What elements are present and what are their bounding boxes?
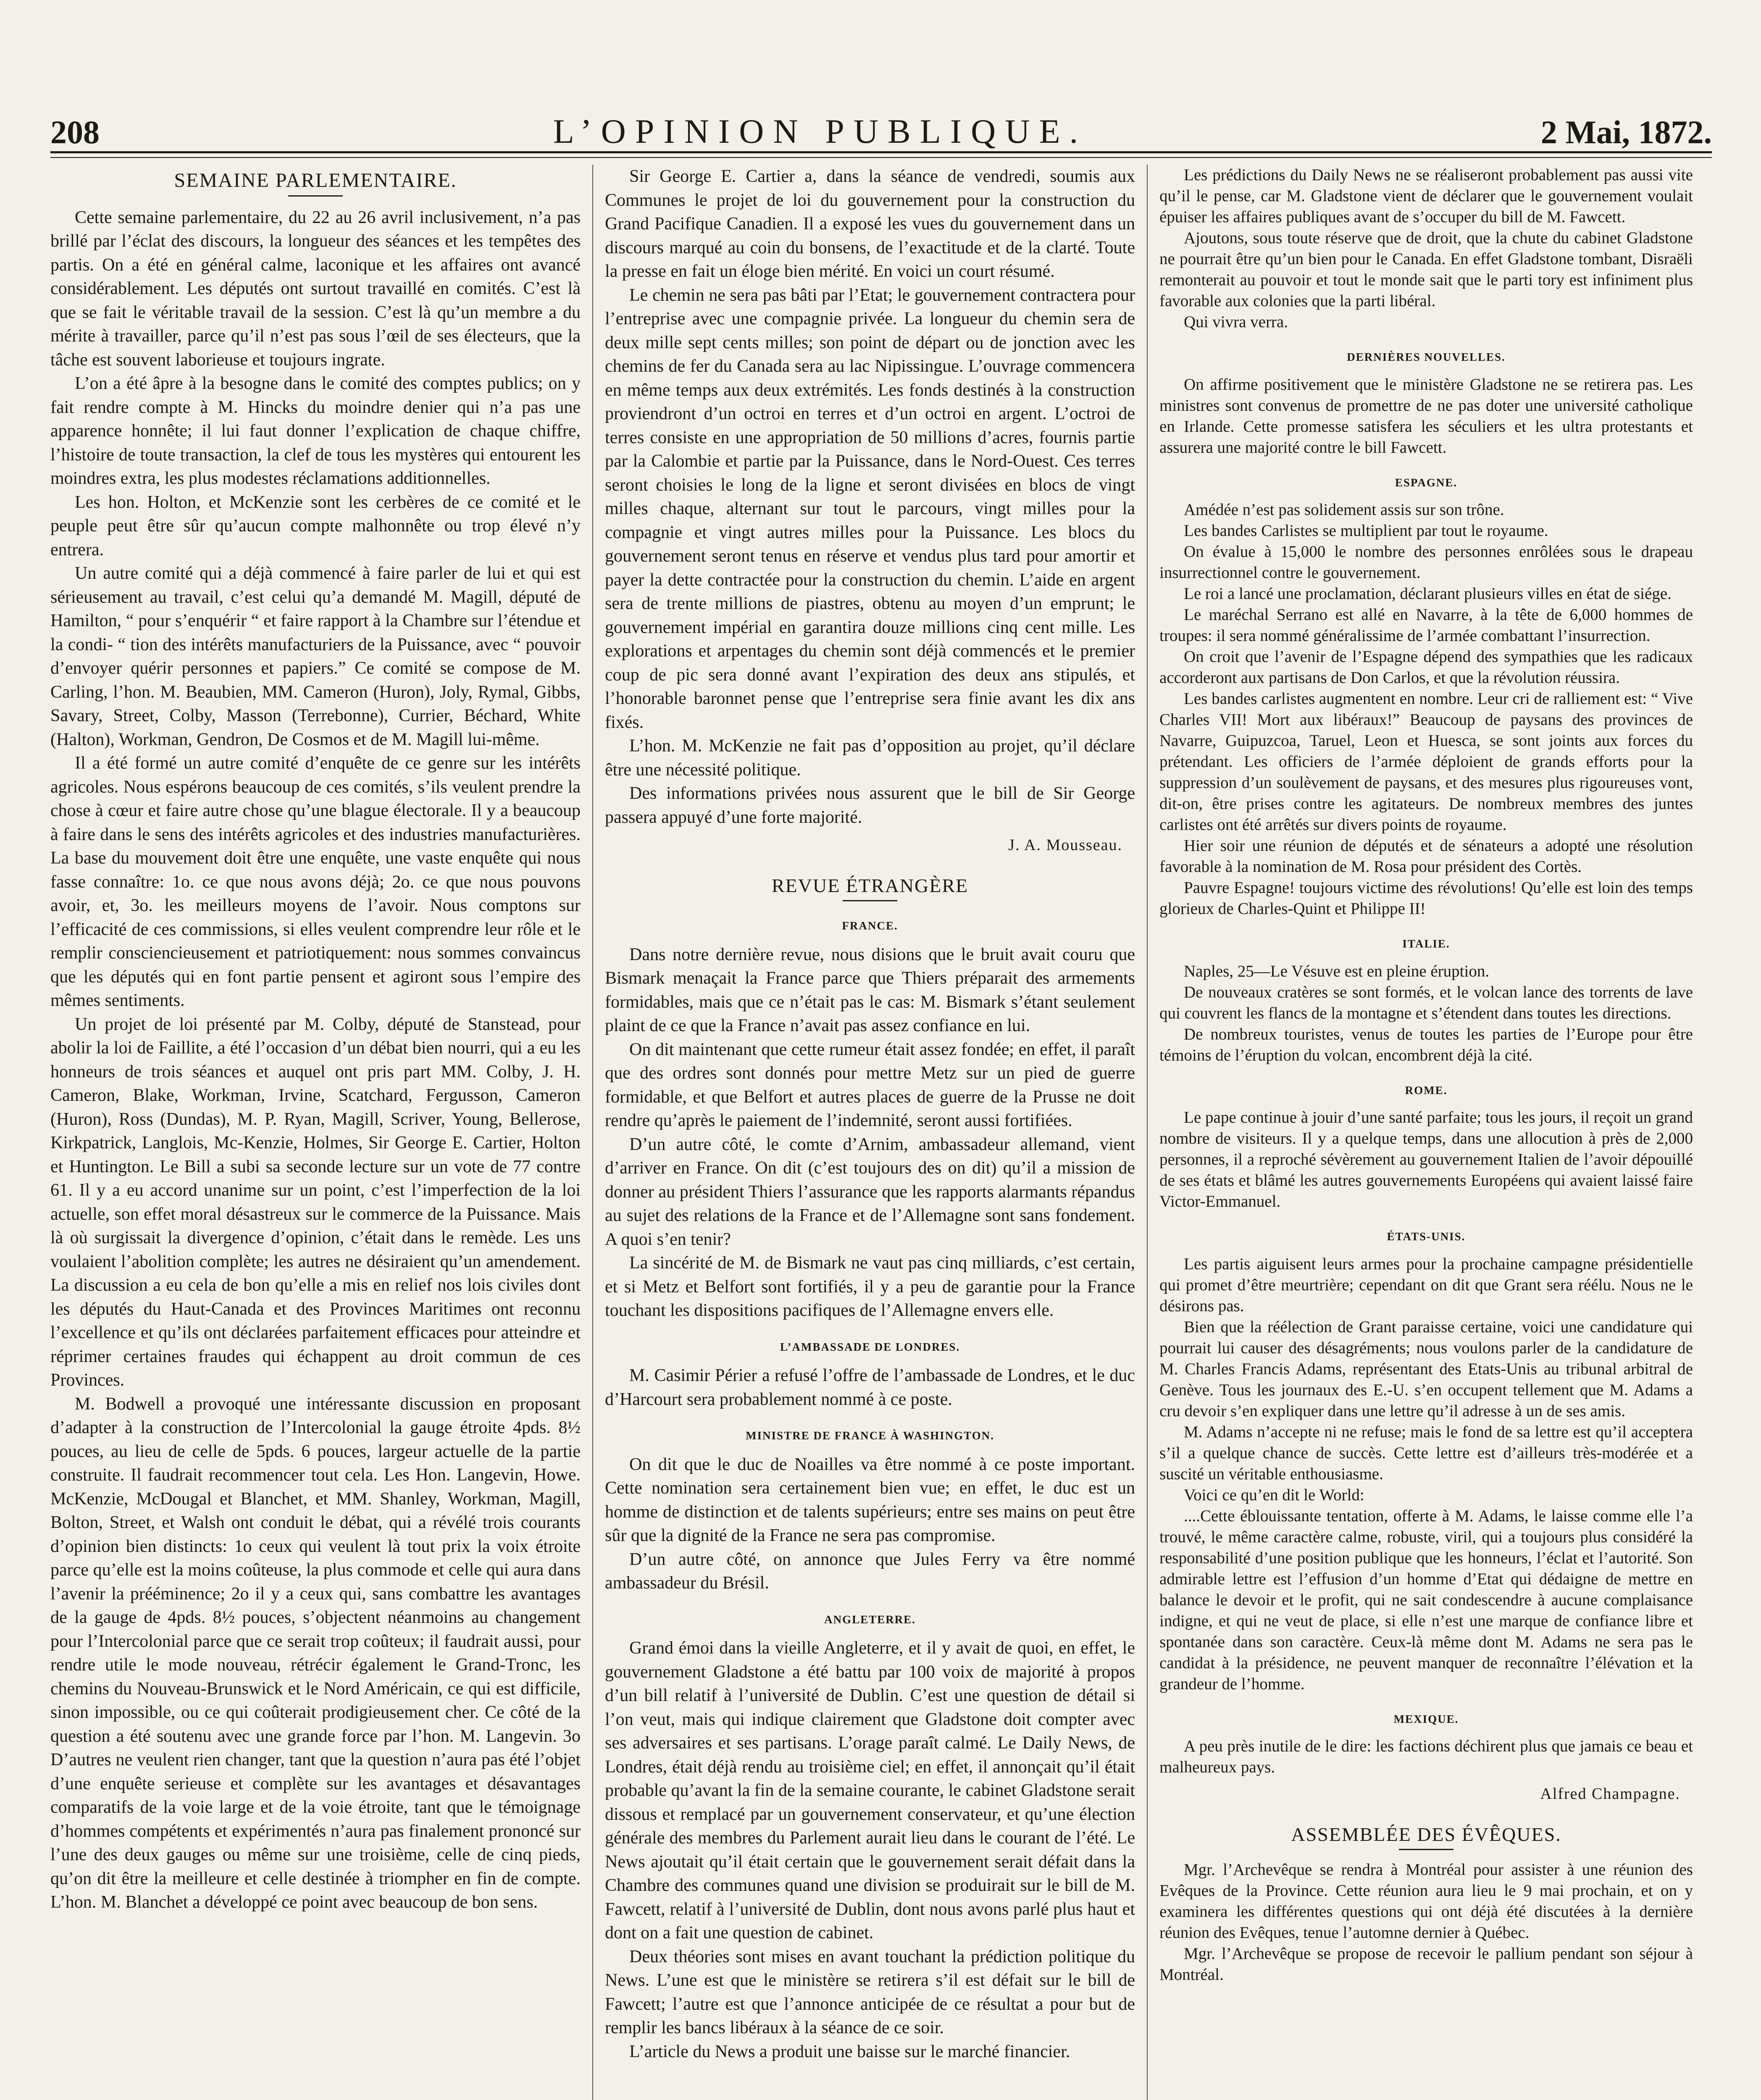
column-divider <box>592 165 593 2100</box>
article-paragraph: Amédée n’est pas solidement assis sur son trône. <box>1184 501 1504 519</box>
article-paragraph: Voici ce qu’en dit le World: <box>1184 1486 1364 1504</box>
article-paragraph: A peu près inutile de le dire: les factions déchirent plus que jamais ce beau et malheureux pays. <box>1159 1737 1693 1776</box>
article-paragraph: De nombreux touristes, venus de toutes les parties de l’Europe pour être témoins de l’éruption du volcan, encombrent déjà la cité. <box>1159 1025 1693 1064</box>
masthead <box>50 105 1712 153</box>
subheading-espagne: ESPAGNE. <box>1395 476 1458 489</box>
article-paragraph: Grand émoi dans la vieille Angleterre, et il y avait de quoi, en effet, le gouvernement Gladstone a été battu par 100 voix de majorité à propos d’un bill relatif à l’université de Dublin. C’est une question de détail si l’on veut, mais qui indique clairement que Gladstone doit compter avec ses adversaires et ses partisans. L’orage paraît calmé. Le Daily News, de Londres, était déjà rendu au troisième ciel; en effet, il annonçait qu’il était probable qu’avant la fin de la semaine courante, le cabinet Gladstone serait dissous et remplacé par un gouvernement conservateur, et qu’une élection générale des membres du Parlement aurait lieu dans le courant de l’été. Le News ajoutait qu’il était certain que le gouvernement serait défait dans la Chambre des communes quand une division se produirait sur le bill de M. Fawcett, relatif à l’université de Dublin, dont nous avons parlé plus haut et dont on a fait une question de cabinet. <box>605 1638 1135 1942</box>
subheading-nouvelles: DERNIÈRES NOUVELLES. <box>1347 351 1506 363</box>
article-paragraph: On affirme positivement que le ministère Gladstone ne se retirera pas. Les ministres sont convenus de promettre de ne pas doter une université catholique en Irlande. Cette promesse satisfera les séculiers et les ultra protestants et assurera une majorité contre le bill Fawcett. <box>1159 375 1693 457</box>
article-paragraph: Les partis aiguisent leurs armes pour la prochaine campagne présidentielle qui promet d’être meurtrière; cependant on dit que Grant sera réélu. Nous ne le désirons pas. <box>1159 1255 1693 1315</box>
article-paragraph: De nouveaux cratères se sont formés, et le volcan lance des torrents de lave qui couvrent les flancs de la montagne et s’étendent dans toutes les directions. <box>1159 983 1693 1022</box>
article-paragraph: Cette semaine parlementaire, du 22 au 26 avril inclusivement, n’a pas brillé par l’éclat des discours, la longueur des séances et les tempêtes des partis. On a été en général calme, laconique et les affaires ont avancé considérablement. Les députés ont surtout travaillé en comités. C’est là que se fait le véritable travail de la session. C’est là qu’un membre a du mérite à travailler, parce qu’il n’est pas sous l’œil de ses électeurs, que la tâche est souvent laborieuse et toujours ingrate. <box>50 207 581 370</box>
page-number: 208 <box>50 114 100 150</box>
article-paragraph: Mgr. l’Archevêque se rendra à Montréal pour assister à une réunion des Evêques de la Province. Cette réunion aura lieu le 9 mai prochain, et on y examinera les différentes questions qui ont déjà été discutées à la dernière réunion des Evêques, tenue l’automne dernier à Québec. <box>1159 1861 1693 1942</box>
heading-rule <box>288 195 343 197</box>
article-paragraph: M. Adams n’accepte ni ne refuse; mais le fond de sa lettre est qu’il acceptera s’il a quelque chance de succès. Cette lettre est d’ailleurs très-modérée et a suscité un véritable enthousiasme. <box>1159 1423 1693 1483</box>
newspaper-title: L’OPINION PUBLIQUE. <box>553 112 1088 150</box>
subheading-ministre: MINISTRE DE FRANCE À WASHINGTON. <box>746 1429 994 1442</box>
section-heading-semaine: SEMAINE PARLEMENTAIRE. <box>174 169 457 192</box>
section-heading-assemblee: ASSEMBLÉE DES ÉVÊQUES. <box>1291 1823 1561 1845</box>
article-paragraph: Des informations privées nous assurent que le bill de Sir George passera appuyé d’une forte majorité. <box>605 784 1135 827</box>
article-paragraph: On dit que le duc de Noailles va être nommé à ce poste important. Cette nomination sera certainement bien vue; en effet, le duc est un homme de distinction et de talents supérieurs; entre ses mains on peut être sûr que la dignité de la France ne sera pas compromise. <box>605 1454 1135 1545</box>
subheading-france: FRANCE. <box>842 919 898 932</box>
article-paragraph: Le maréchal Serrano est allé en Navarre, à la tête de 6,000 hommes de troupes: il sera nommé généralissime de l’armée combattant l’insurrection. <box>1159 606 1693 645</box>
subheading-rome: ROME. <box>1405 1084 1448 1097</box>
article-paragraph: Un autre comité qui a déjà commencé à faire parler de lui et qui est sérieusement au travail, c’est celui qu’a demandé M. Magill, député de Hamilton, “ pour s’enquérir “ et faire rapport à la Chambre sur l’étendue et la condi- “ tion des intérêts manufacturiers de la Puissance, avec “ pouvoir d’envoyer quérir personnes et papiers.” Ce comité se compose de M. Carling, l’hon. M. Beaubien, MM. Cameron (Huron), Joly, Rymal, Gibbs, Savary, Street, Colby, Masson (Terrebonne), Currier, Béchard, White (Halton), Workman, Gendron, De Cosmos et de M. Magill lui-même. <box>50 564 581 749</box>
article-paragraph: Pauvre Espagne! toujours victime des révolutions! Qu’elle est loin des temps glorieux de Charles-Quint et Philippe II! <box>1159 879 1693 918</box>
author-signature: J. A. Mousseau. <box>1008 836 1122 854</box>
column-1 <box>50 165 581 2100</box>
article-paragraph: Bien que la réélection de Grant paraisse certaine, voici une candidature qui pourrait lui causer des désagréments; nous voulons parler de la candidature de M. Charles Francis Adams, représentant des Etats-Unis au tribunal arbitral de Genève. Tous les journaux des E.-U. s’en occupent tellement que M. Adams a cru devoir s’en expliquer dans une lettre qu’il adresse à un de ses amis. <box>1159 1318 1693 1420</box>
article-paragraph: Hier soir une réunion de députés et de sénateurs a adopté une résolution favorable à la nomination de M. Rosa pour président des Cortès. <box>1159 837 1693 876</box>
subheading-italie: ITALIE. <box>1402 937 1450 950</box>
subheading-ambassade: L’AMBASSADE DE LONDRES. <box>780 1340 960 1353</box>
issue-date: 2 Mai, 1872. <box>1540 114 1712 150</box>
article-paragraph: Le pape continue à jouir d’une santé parfaite; tous les jours, il reçoit un grand nombre de visiteurs. Il y a quelque temps, dans une allocution à près de 2,000 personnes, il a reproché sévèrement au gouvernement Italien de l’avoir dépouillé de ses états et blâmé les autres gouvernements Européens qui avaient laissé faire Victor-Emmanuel. <box>1159 1108 1693 1210</box>
article-paragraph: D’un autre côté, le comte d’Arnim, ambassadeur allemand, vient d’arriver en France. On dit (c’est toujours des on dit) qu’il a mission de donner au président Thiers l’assurance que les rapports alarmants répandus au sujet des relations de la France et de l’Allemagne sont sans fondement. A quoi s’en tenir? <box>605 1134 1135 1249</box>
article-paragraph: D’un autre côté, on annonce que Jules Ferry va être nommé ambassadeur du Brésil. <box>605 1549 1135 1593</box>
article-paragraph: On croit que l’avenir de l’Espagne dépend des sympathies que les radicaux accorderont aux partisans de Don Carlos, et que la révolution réussira. <box>1159 648 1693 687</box>
article-paragraph: Il a été formé un autre comité d’enquête de ce genre sur les intérêts agricoles. Nous espérons beaucoup de ces comités, s’ils veulent prendre la chose à cœur et faire autre chose qu’une blague électorale. Il y a beaucoup à faire dans le sens des intérêts agricoles et des industries manufacturières. La base du mouvement doit être une enquête, une vaste enquête qui nous fasse connaître: 1o. ce que nous avons déjà; 2o. ce que nous pouvons avoir, et, 3o. les meilleurs moyens de l’avoir. Nous comptons sur l’efficacité de ces commissions, si elles veulent comprendre leur rôle et le remplir consciencieusement et patriotiquement: nous sommes convaincus que les députés qui en font partie pensent et agiront sous l’empire des mêmes sentiments. <box>50 753 581 1010</box>
article-paragraph: Les prédictions du Daily News ne se réaliseront probablement pas aussi vite qu’il le pense, car M. Gladstone vient de déclarer que le gouvernement voulait épuiser les affaires publiques avant de s’occuper du bill de M. Fawcett. <box>1159 166 1693 226</box>
article-paragraph: Deux théories sont mises en avant touchant la prédiction politique du News. L’une est que le ministère se retirera s’il est défait sur le bill de Fawcett; l’autre est que l’annonce anticipée de ce résultat a pour but de remplir les bancs libéraux à la séance de ce soir. <box>605 1947 1135 2037</box>
column-2 <box>605 165 1135 2100</box>
article-paragraph: Les bandes carlistes augmentent en nombre. Leur cri de ralliement est: “ Vive Charles VII! Mort aux libéraux!” Beaucoup de paysans des provinces de Navarre, Guipuzcoa, Taruel, Leon et Huesca, se sont joints aux forces du prétendant. Les officiers de l’armée déploient de grands efforts pour la suppression d’un soulèvement de paysans, et des mesures plus rigoureuses vont, dit-on, être prises contre les agitateurs. De nombreux membres des juntes carlistes ont été arrêtés sur divers points de royaume. <box>1159 690 1693 834</box>
article-paragraph: Le roi a lancé une proclamation, déclarant plusieurs villes en état de siége. <box>1184 585 1672 603</box>
heading-rule <box>843 900 897 901</box>
article-paragraph: On évalue à 15,000 le nombre des personnes enrôlées sous le drapeau insurrectionnel contre le gouvernement. <box>1159 543 1693 582</box>
article-paragraph: Mgr. l’Archevêque se propose de recevoir le pallium pendant son séjour à Montréal. <box>1159 1945 1693 1984</box>
article-paragraph: La sincérité de M. de Bismark ne vaut pas cinq milliards, c’est certain, et si Metz et Belfort sont fortifiés, il y a peu de garantie pour la France touchant les dispositions pacifiques de l’Allemagne envers elle. <box>605 1253 1135 1320</box>
column-3 <box>1159 165 1693 2100</box>
article-paragraph: Ajoutons, sous toute réserve que de droit, que la chute du cabinet Gladstone ne pourrait être qu’un bien pour le Canada. En effet Gladstone tombant, Disraëli remonterait au pouvoir et tout le monde sait que le parti tory est infiniment plus favorable aux colonies que la parti libéral. <box>1159 229 1693 310</box>
masthead-rule <box>50 157 1712 158</box>
world-quotation: ....Cette éblouissante tentation, offerte à M. Adams, le laisse comme elle l’a trouvé, le même caractère calme, robuste, viril, qui a toujours plus considéré la responsabilité d’une position publique que les honneurs, l’éclat et l’autorité. Son admirable lettre est l’effusion d’un homme d’Etat qui dédaigne de mettre en balance le devoir et le profit, qui ne sait condescendre à aucune complaisance indigne, et qui ne veut de place, si elle n’est une marque de confiance libre et spontanée dans son caractère. Ceux-là même dont M. Adams ne sera pas le candidat à la présidence, ne peuvent manquer de reconnaître l’élévation et la grandeur de l’homme. <box>1159 1507 1693 1693</box>
subheading-mexique: MEXIQUE. <box>1393 1712 1459 1725</box>
article-paragraph: M. Bodwell a provoqué une intéressante discussion en proposant d’adapter à la construction de l’Intercolonial la gauge étroite 4pds. 8½ pouces, au lieu de celle de 5pds. 6 pouces, largeur actuelle de la partie construite. Il faudrait recommencer tout cela. Les Hon. Langevin, Howe. McKenzie, McDougal et Blanchet, et MM. Shanley, Workman, Magill, Bolton, Street, et Walsh ont conduit le débat, qui a révélé trois courants d’opinion bien distincts: 1o ceux qui veulent là tout prix la voix étroite parce qu’elle est la moins coûteuse, la plus commode et celle qui aura dans l’avenir la prééminence; 2o il y a ceux qui, sans combattre les avantages de la gauge de 4pds. 8½ pouces, s’objectent néanmoins au changement pour l’Intercolonial parce que ce serait trop coûteux; il faudrait aussi, pour rendre utile le mode nouveau, rétrécir également le Grand-Tronc, les chemins du Nouveau-Brunswick et le Nord Américain, ce qui est difficile, sinon impossible, ou ce qui coûterait prodigieusement cher. Ce côté de la question a été soutenu avec une grande force par l’hon. M. Langevin. 3o D’autres ne veulent rien changer, tant que la question n’aura pas été l’objet d’une enquête serieuse et complète sur les avantages et désavantages comparatifs de la voie large et de la voie étroite, tant que le témoignage d’hommes compétents et expérimentés n’aura pas finalement prononcé sur l’une des deux gauges ou même sur une troisième, celle de cinq pieds, qu’on dit être la meilleure et celle destinée à triompher en fin de compte. L’hon. M. Blanchet a développé ce point avec beaucoup de bon sens. <box>50 1394 581 1912</box>
article-paragraph: Un projet de loi présenté par M. Colby, député de Stanstead, pour abolir la loi de Faillite, a été l’occasion d’un débat bien nourri, qui a eu les honneurs de trois séances et auquel ont pris part MM. Colby, J. H. Cameron, Blake, Workman, Irvine, Scatchard, Fergusson, Cameron (Huron), Ross (Dundas), M. P. Ryan, Magill, Scriver, Young, Bellerose, Kirkpatrick, Langlois, Mc-Kenzie, Holmes, Sir George E. Cartier, Holton et Huntington. Le Bill a subi sa seconde lecture sur un vote de 77 contre 61. Il y a eu accord unanime sur un point, c’est l’imperfection de la loi actuelle, son effet moral désastreux sur le commerce de la Puissance. Mais là où surgissait la divergence d’opinion, c’était dans le remède. Les uns voulaient l’abolition complète; les autres ne désiraient qu’un amendement. La discussion a eu cela de bon qu’elle a mis en relief nos lois civiles dont les députés du Haut-Canada et des Provinces Maritimes ont reconnu l’excellence et qu’ils ont déclarées parfaitement efficaces pour atteindre et réprimer certaines fraudes qui échappent au droit commun de ces Provinces. <box>50 1014 581 1390</box>
subheading-etats-unis: ÉTATS-UNIS. <box>1387 1230 1466 1243</box>
heading-rule <box>1399 1849 1453 1850</box>
article-paragraph: L’hon. M. McKenzie ne fait pas d’opposition au projet, qu’il déclare être une nécessité politique. <box>605 736 1135 780</box>
article-paragraph: Le chemin ne sera pas bâti par l’Etat; le gouvernement contractera pour l’entreprise avec une compagnie privée. La longueur du chemin sera de deux mille sept cents milles; son point de départ ou de jonction avec les chemins de fer du Canada sera au lac Nipissingue. L’ouvrage commencera en même temps aux deux extrémités. Les fonds destinés à la construction proviendront d’un octroi en terres et d’un octroi en argent. L’octroi de terres consiste en une appropriation de 50 millions d’acres, fournis partie par la Calombie et partie par la Puissance, dans le Nord-Ouest. Ces terres seront choisies le long de la ligne et seront divisées en blocs de vingt milles chaque, alternant sur tout le parcours, vingt milles pour la compagnie et vingt autres milles pour la Puissance. Les blocs du gouvernement seront tenus en réserve et vendus plus tard pour amortir et payer la dette contractée pour la construction du chemin. L’aide en argent sera de trente millions de piastres, obtenu au moyen d’un emprunt; le gouvernement impérial en garantira douze millions cinq cent mille. Les explorations et arpentages du chemin sont déjà commencés et le premier coup de pic sera donné avant l’expiration des deux ans stipulés, et l’honorable baronnet pense que l’entreprise sera finie avant les dix ans fixés. <box>605 285 1135 732</box>
article-paragraph: Naples, 25—Le Vésuve est en pleine éruption. <box>1184 962 1490 980</box>
article-paragraph: M. Casimir Périer a refusé l’offre de l’ambassade de Londres, et le duc d’Harcourt sera probablement nommé à ce poste. <box>605 1366 1135 1409</box>
article-paragraph: Les hon. Holton, et McKenzie sont les cerbères de ce comité et le peuple peut être sûr qu’aucun compte malhonnête ou trop élevé n’y entrera. <box>50 492 581 559</box>
article-paragraph: Les bandes Carlistes se multiplient par tout le royaume. <box>1184 522 1548 540</box>
subheading-angleterre: ANGLETERRE. <box>824 1613 916 1626</box>
article-paragraph: L’article du News a produit une baisse sur le marché financier. <box>629 2042 1070 2061</box>
column-divider <box>1147 165 1148 2100</box>
author-signature: Alfred Champagne. <box>1540 1785 1680 1803</box>
section-heading-revue: REVUE ÉTRANGÈRE <box>771 874 969 896</box>
article-paragraph: On dit maintenant que cette rumeur était assez fondée; en effet, il paraît que des ordres sont donnés pour mettre Metz sur un pied de guerre formidable, et que Belfort et autres places de guerre de la Prusse ne doit rendre qu’après le paiement de l’indemnité, seront aussi fortifiées. <box>605 1040 1135 1130</box>
article-paragraph: Sir George E. Cartier a, dans la séance de vendredi, soumis aux Communes le projet de loi du gouvernement pour la construction du Grand Pacifique Canadien. Il a exposé les vues du gouvernement dans un discours marqué au coin du bonsens, de l’exactitude et de la clarté. Toute la presse en fait un éloge bien mérité. En voici un court résumé. <box>605 167 1135 281</box>
article-paragraph: L’on a été âpre à la besogne dans le comité des comptes publics; on y fait rendre compte à M. Hincks du moindre denier qui n’a pas une apparence honnête; il lui faut donner l’explication de chaque chiffre, l’histoire de toute transaction, la clef de tous les mystères qui entourent les moindres extra, les plus modestes réclamations additionnelles. <box>50 374 581 488</box>
article-paragraph: Qui vivra verra. <box>1184 313 1288 331</box>
article-paragraph: Dans notre dernière revue, nous disions que le bruit avait couru que Bismark menaçait la France parce que Thiers préparait des armements formidables, mais que ce n’était pas le cas: M. Bismark s’étant seulement plaint de ce que la France n’avait pas assez confiance en lui. <box>605 945 1135 1035</box>
